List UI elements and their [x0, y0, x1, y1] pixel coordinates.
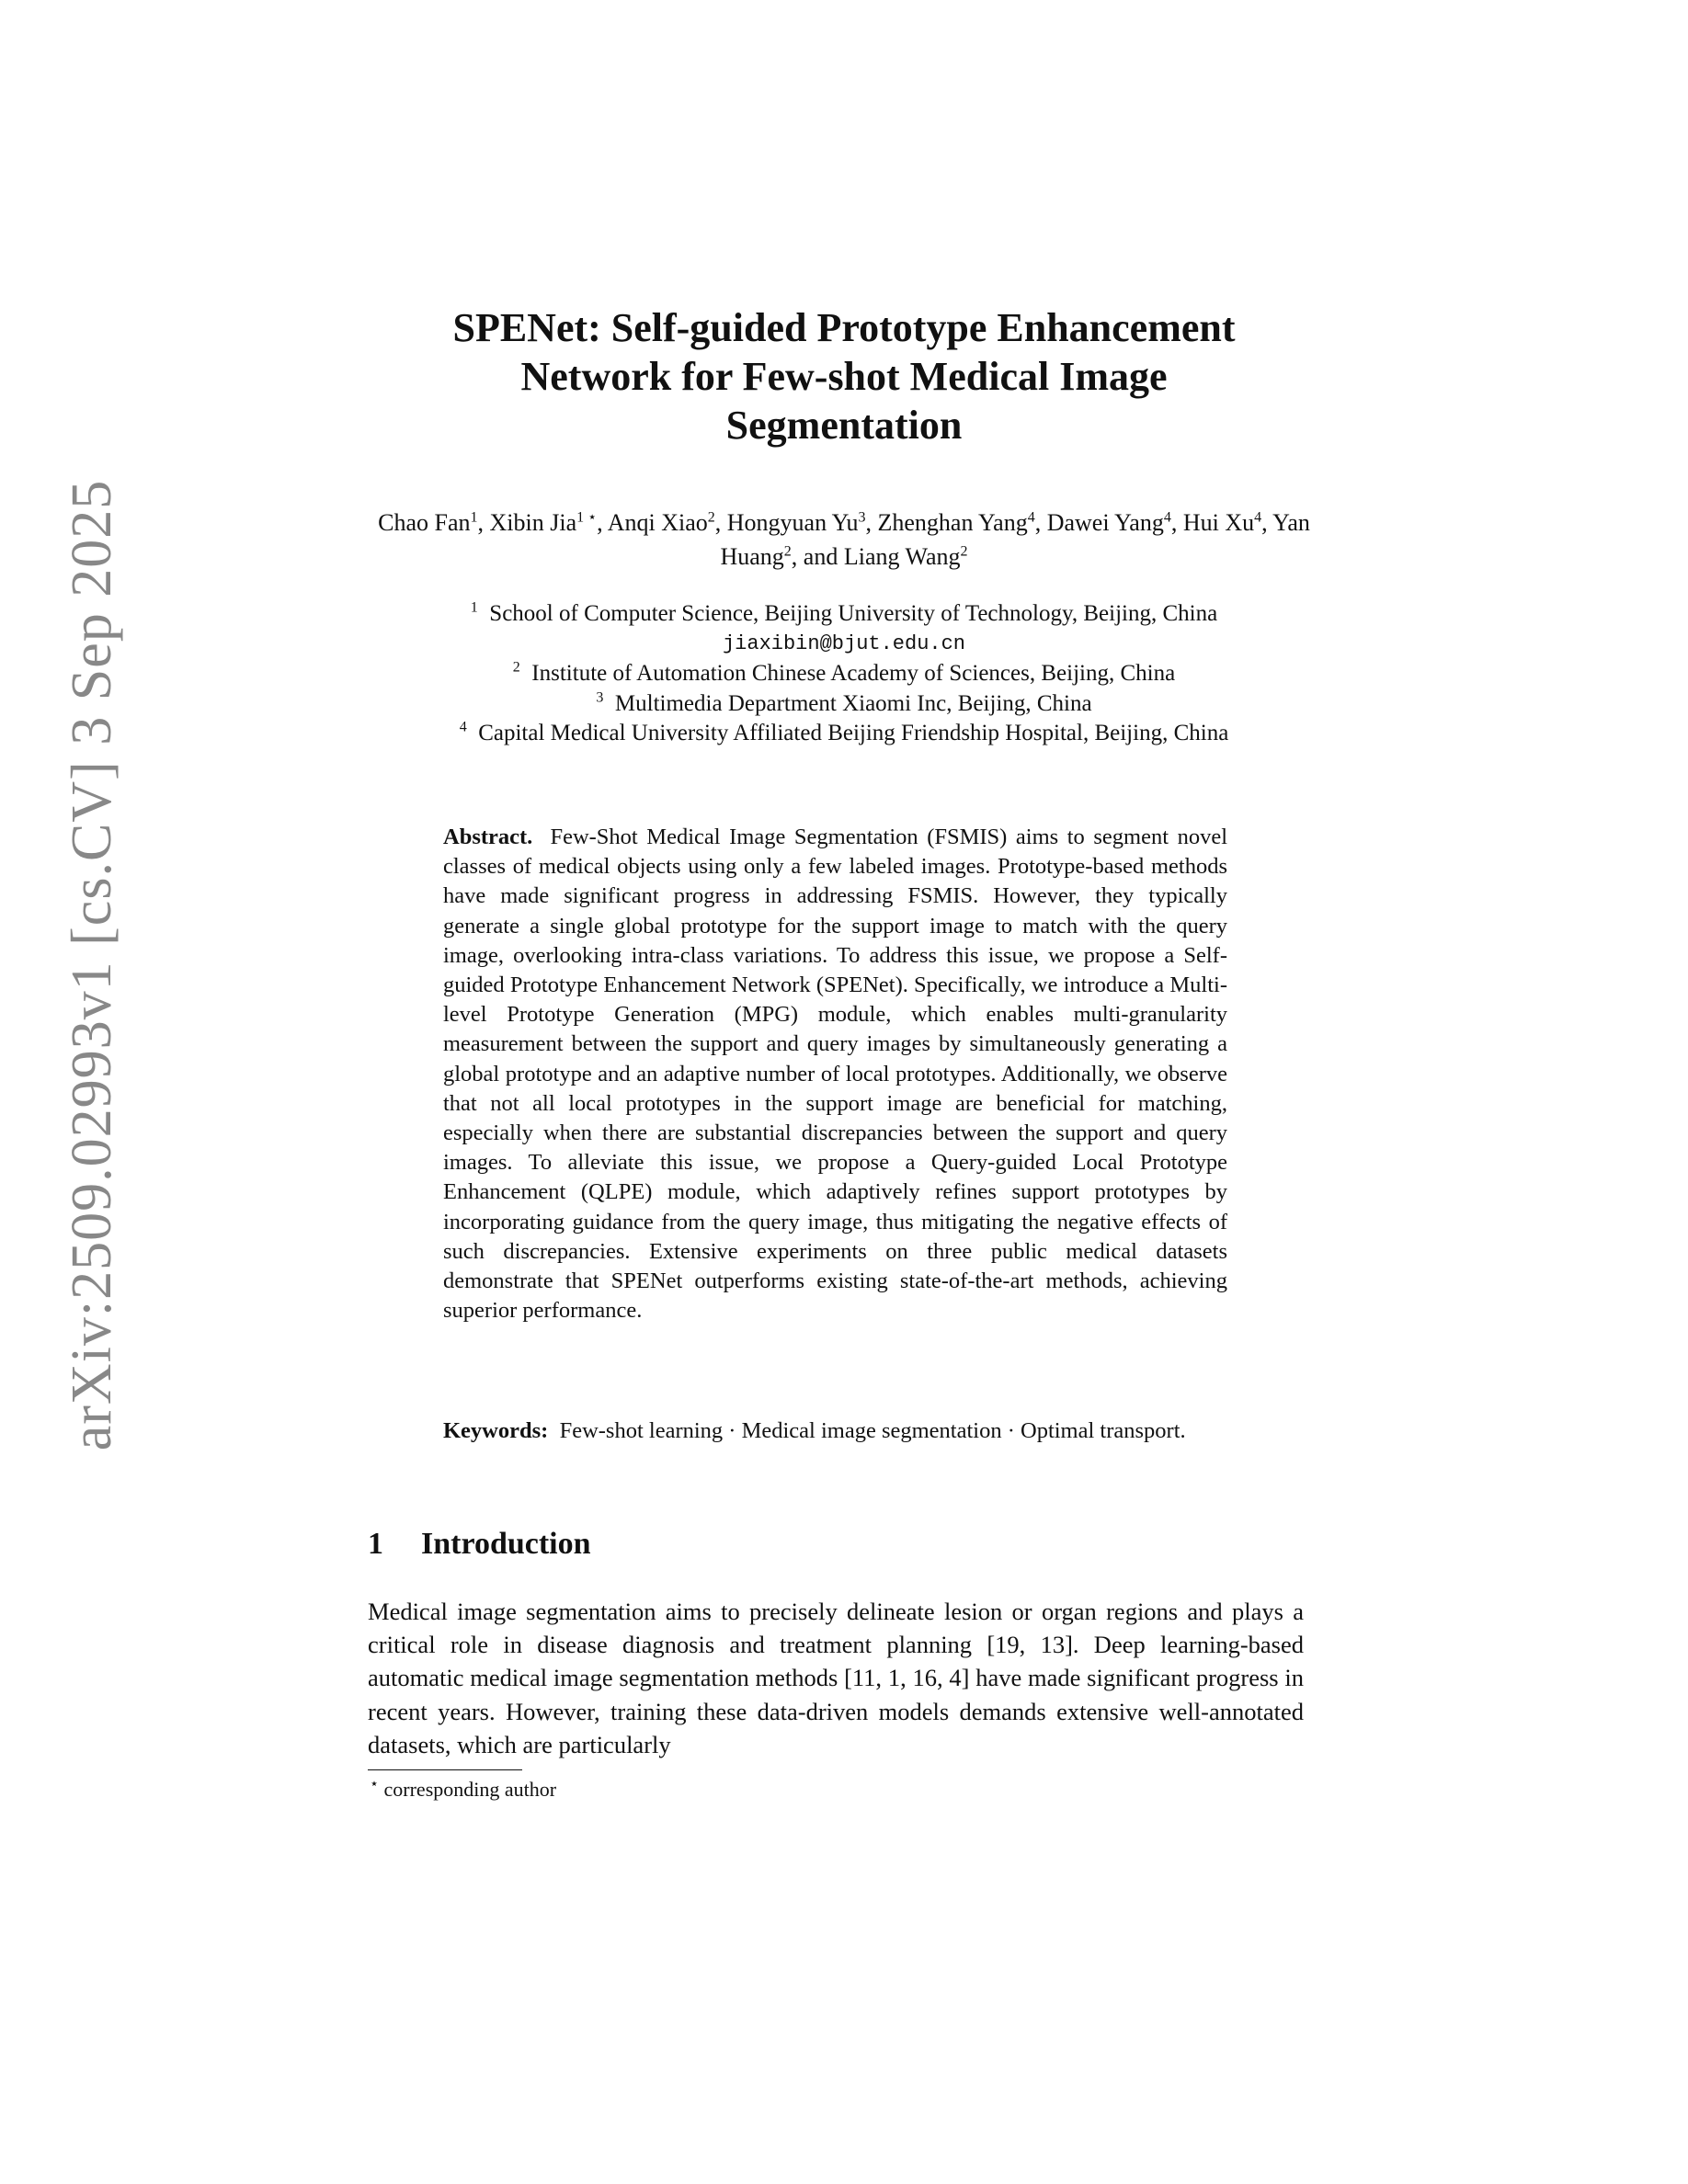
author-name: Hui Xu	[1182, 509, 1255, 536]
title-line: Segmentation	[725, 403, 963, 448]
author-list	[366, 506, 1322, 574]
author-email[interactable]: jiaxibin@bjut.edu.cn	[722, 631, 966, 655]
author-name: Hongyuan Yu	[726, 509, 859, 536]
affiliation-number: 3	[596, 689, 604, 706]
author-name: Zhenghan Yang	[877, 509, 1028, 536]
author-separator: ,	[865, 509, 878, 536]
affiliation-text: School of Computer Science, Beijing University of Technology, Beijing, China	[489, 601, 1218, 626]
affiliation-number: 1	[470, 599, 478, 616]
author-affiliation-mark: 2	[960, 543, 968, 560]
author-affiliation-mark: 3	[858, 509, 866, 526]
affiliation-text: Institute of Automation Chinese Academy of Sciences, Beijing, China	[531, 661, 1176, 686]
affiliation-item	[366, 689, 1322, 720]
arxiv-identifier-stamp[interactable]: arXiv:2509.02993v1 [cs.CV] 3 Sep 2025	[61, 479, 123, 1451]
affiliation-number: 4	[459, 719, 467, 735]
title-line: Network for Few-shot Medical Image	[520, 354, 1168, 399]
author-name: Anqi Xiao	[607, 509, 708, 536]
author-name: Chao Fan	[378, 509, 471, 536]
author-name: Dawei Yang	[1046, 509, 1164, 536]
keywords-text: Few-shot learning · Medical image segmentation · Optimal transport.	[559, 1418, 1186, 1443]
author-separator: ,	[597, 509, 608, 536]
author-affiliation-mark: 4	[1254, 509, 1262, 526]
author-name: Yan Huang	[720, 509, 1310, 570]
paper-title	[384, 303, 1304, 449]
abstract-text: Few-Shot Medical Image Segmentation (FSMIS) aims to segment novel classes of medical objects using only a few labeled images. Prototype-based methods have made significant progress in addressing FSMIS. However, they typically generate a single global prototype for the support image to match with the query image, overlooking intra-class variations. To address this issue, we propose a Self-guided Prototype Enhancement Network (SPENet). Specifically, we introduce a Multi-level Prototype Generation (MPG) module, which enables multi-granularity measurement between the support and query images by simultaneously generating a global prototype and an adaptive number of local prototypes. Additionally, we observe that not all local prototypes in the support image are beneficial for matching, especially when there are substantial discrepancies between the support and query images. To alleviate this issue, we propose a Query-guided Local Prototype Enhancement (QLPE) module, which adaptively refines support prototypes by incorporating guidance from the query image, thus mitigating the negative effects of such discrepancies. Extensive experiments on three public medical datasets demonstrate that SPENet outperforms existing state-of-the-art methods, achieving superior performance.	[443, 825, 1228, 1324]
footnote-mark: ⋆	[370, 1776, 380, 1792]
affiliation-item	[366, 599, 1322, 630]
author-affiliation-mark: 1 ⋆	[576, 509, 598, 526]
author-affiliation-mark: 2	[783, 543, 792, 560]
author-affiliation-mark: 4	[1027, 509, 1035, 526]
affiliation-text: Capital Medical University Affiliated Beijing Friendship Hospital, Beijing, China	[478, 721, 1229, 745]
author-affiliation-mark: 1	[470, 509, 478, 526]
section-heading-introduction	[368, 1526, 591, 1563]
footnote-divider	[368, 1769, 522, 1770]
keywords	[443, 1416, 1227, 1446]
affiliation-number: 2	[512, 659, 520, 676]
keywords-label: Keywords:	[443, 1418, 549, 1443]
author-affiliation-mark: 2	[707, 509, 715, 526]
author-separator: ,	[714, 509, 727, 536]
footnote-corresponding-author	[370, 1776, 556, 1803]
title-line: SPENet: Self-guided Prototype Enhancement	[452, 305, 1236, 350]
introduction-paragraph: Medical image segmentation aims to precisely delineate lesion or organ regions and plays a critical role in disease diagnosis and treatment planning [19, 13]. Deep learning-based automatic medical image segmentation methods [11, 1, 16, 4] have made significant progress in recent years. However, training these data-driven models demands extensive well-annotated datasets, which are particularly	[368, 1598, 1304, 1758]
section-title: Introduction	[421, 1527, 591, 1561]
author-name: Liang Wang	[843, 543, 961, 570]
affiliation-text: Multimedia Department Xiaomi Inc, Beijing, China	[614, 690, 1092, 716]
author-separator: ,	[477, 509, 490, 536]
abstract	[443, 823, 1227, 1325]
author-separator: ,	[1261, 509, 1273, 536]
affiliation-item	[366, 719, 1322, 749]
section-number: 1	[368, 1527, 383, 1561]
author-separator: ,	[1170, 509, 1183, 536]
affiliation-list	[366, 599, 1322, 749]
affiliation-item	[366, 659, 1322, 689]
author-affiliation-mark: 4	[1163, 509, 1171, 526]
author-separator: ,	[1034, 509, 1047, 536]
author-name: Xibin Jia	[489, 509, 577, 536]
abstract-label: Abstract.	[443, 825, 533, 849]
author-separator: , and	[791, 543, 844, 570]
footnote-text: corresponding author	[383, 1778, 557, 1801]
